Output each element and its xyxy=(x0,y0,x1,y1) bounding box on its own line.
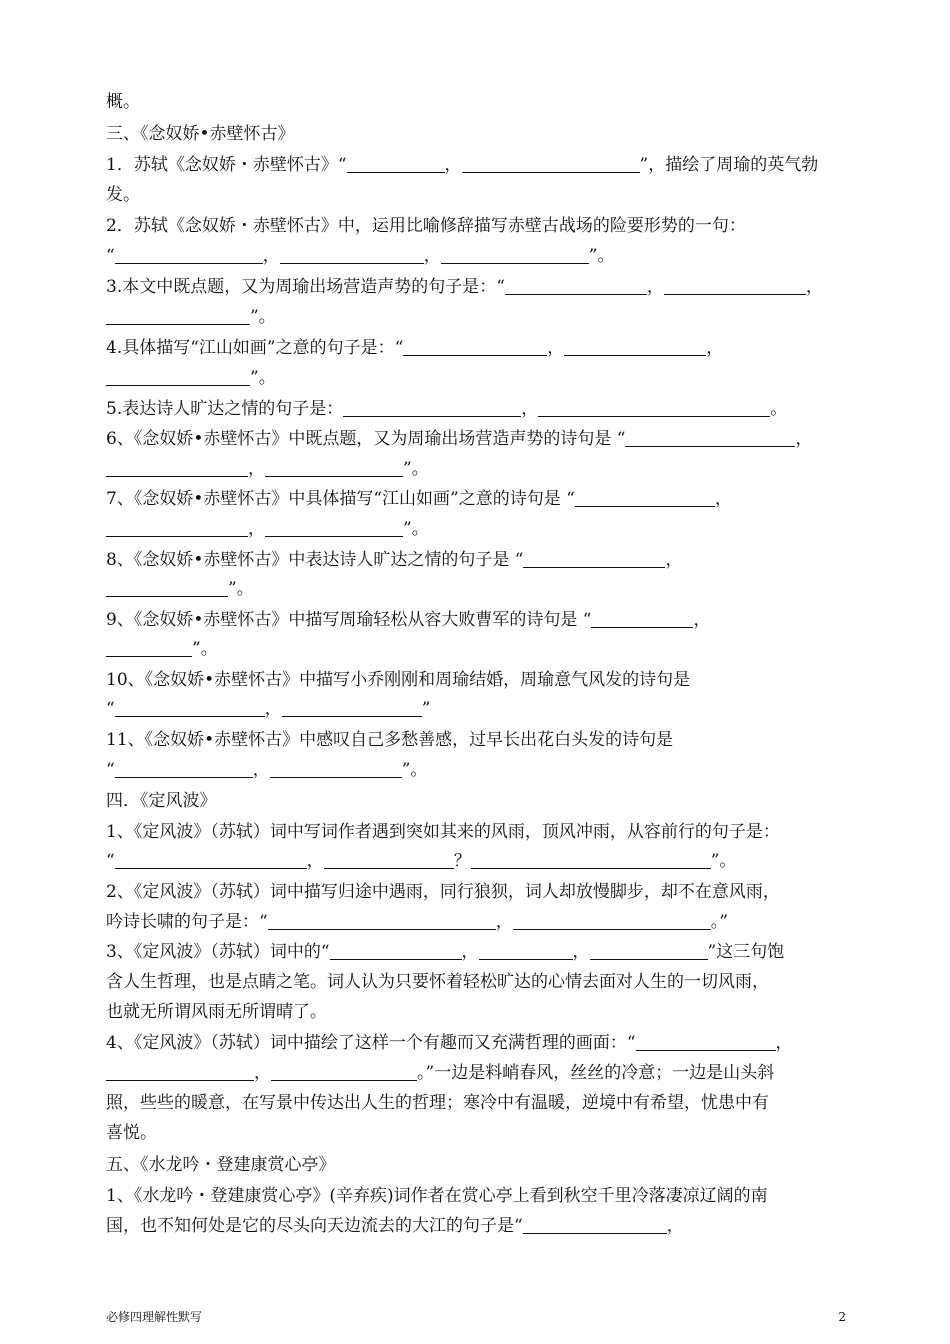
blank[interactable] xyxy=(343,399,521,417)
blank[interactable] xyxy=(271,1063,417,1081)
blank[interactable] xyxy=(513,912,711,930)
text-line: 3.本文中既点题，又为周瑜出场营造声势的句子是：“ ， ， xyxy=(106,277,823,297)
blank[interactable] xyxy=(471,851,711,869)
text-line: ， ”。 xyxy=(106,519,851,539)
blank[interactable] xyxy=(115,246,263,264)
text-line: 5.表达诗人旷达之情的句子是： ， 。 xyxy=(106,399,788,419)
blank[interactable] xyxy=(280,246,424,264)
blank[interactable] xyxy=(538,399,770,417)
text-line: “ ， ？ ”。 xyxy=(106,851,737,871)
text-line: 10、《念奴娇•赤壁怀古》中描写小乔刚刚和周瑜结婚，周瑜意气风发的诗句是 xyxy=(106,670,691,690)
blank[interactable] xyxy=(106,1063,254,1081)
blank[interactable] xyxy=(462,155,640,173)
blank[interactable] xyxy=(115,851,307,869)
text-line: 照，些些的暖意，在写景中传达出人生的哲理；寒冷中有温暖，逆境中有希望，忧患中有 xyxy=(106,1093,769,1113)
section-heading: 五、《水龙吟・登建康赏心亭》 xyxy=(106,1155,336,1175)
text-line: 1、《定风波》（苏轼）词中写词作者遇到突如其来的风雨，顶风冲雨，从容前行的句子是： xyxy=(106,822,780,842)
text-line: 6、《念奴娇•赤壁怀古》中既点题，又为周瑜出场营造声势的诗句是 “ ， xyxy=(106,429,813,449)
page-number: 2 xyxy=(838,1310,846,1324)
text-line: 7、《念奴娇•赤壁怀古》中具体描写“江山如画”之意的诗句是 “ ， xyxy=(106,489,732,509)
blank[interactable] xyxy=(106,368,250,386)
section-heading: 三、《念奴娇•赤壁怀古》 xyxy=(106,124,295,144)
text-line: 也就无所谓风雨无所谓晴了。 xyxy=(106,1002,327,1022)
text-line: ”。 xyxy=(106,579,851,599)
text-line: ”。 xyxy=(106,639,851,659)
text-line: ， ”。 xyxy=(106,459,851,479)
blank[interactable] xyxy=(106,639,192,657)
text-line: ”。 xyxy=(106,368,851,388)
blank[interactable] xyxy=(591,610,693,628)
text-line: “ ， ” xyxy=(106,699,431,719)
blank[interactable] xyxy=(523,550,665,568)
text-line: ， 。”一边是料峭春风，丝丝的冷意；一边是山头斜 xyxy=(106,1063,851,1083)
blank[interactable] xyxy=(590,942,708,960)
text-line: 概。 xyxy=(106,92,140,112)
blank[interactable] xyxy=(505,277,647,295)
text-line: 吟诗长啸的句子是：“ ， 。” xyxy=(106,912,728,932)
blank[interactable] xyxy=(265,459,403,477)
text-line: 含人生哲理，也是点睛之笔。词人认为只要怀着轻松旷达的心情去面对人生的一切风雨， xyxy=(106,972,769,992)
text-line: 8、《念奴娇•赤壁怀古》中表达诗人旷达之情的句子是 “ ， xyxy=(106,550,683,570)
text-line: 2．苏轼《念奴娇・赤壁怀古》中，运用比喻修辞描写赤壁古战场的险要形势的一句： xyxy=(106,216,746,236)
text-line: “ ， ， ”。 xyxy=(106,246,615,266)
text-line: 3、《定风波》（苏轼）词中的“ ， ， ”这三句饱 xyxy=(106,942,785,962)
blank[interactable] xyxy=(106,307,250,325)
blank[interactable] xyxy=(479,942,573,960)
section-heading: 四．《定风波》 xyxy=(106,791,217,811)
text-line: 2、《定风波》（苏轼）词中描写归途中遇雨，同行狼狈，词人却放慢脚步，却不在意风雨， xyxy=(106,882,780,902)
text-line: 11、《念奴娇•赤壁怀古》中感叹自己多愁善感，过早长出花白头发的诗句是 xyxy=(106,730,674,750)
blank[interactable] xyxy=(265,519,403,537)
blank[interactable] xyxy=(115,760,253,778)
blank[interactable] xyxy=(330,942,462,960)
blank[interactable] xyxy=(115,699,265,717)
blank[interactable] xyxy=(270,760,402,778)
blank[interactable] xyxy=(282,699,422,717)
blank[interactable] xyxy=(523,1216,667,1234)
text-line: 发。 xyxy=(106,185,140,205)
blank[interactable] xyxy=(106,579,228,597)
blank[interactable] xyxy=(575,489,715,507)
text-line: 4、《定风波》（苏轼）词中描绘了这样一个有趣而又充满哲理的画面：“ ， xyxy=(106,1033,793,1053)
text-line: 1．苏轼《念奴娇・赤壁怀古》“ ， ”，描绘了周瑜的英气勃 xyxy=(106,155,819,175)
text-line: ”。 xyxy=(106,307,851,327)
text-line: 4.具体描写“江山如画”之意的句子是：“ ， ， xyxy=(106,338,724,358)
blank[interactable] xyxy=(347,155,445,173)
text-line: 喜悦。 xyxy=(106,1123,157,1143)
blank[interactable] xyxy=(268,912,496,930)
blank[interactable] xyxy=(403,338,547,356)
text-line: 9、《念奴娇•赤壁怀古》中描写周瑜轻松从容大败曹军的诗句是 “ ， xyxy=(106,610,711,630)
blank[interactable] xyxy=(324,851,454,869)
blank[interactable] xyxy=(106,519,248,537)
blank[interactable] xyxy=(564,338,706,356)
footer-title: 必修四理解性默写 xyxy=(106,1310,203,1324)
blank[interactable] xyxy=(441,246,589,264)
blank[interactable] xyxy=(636,1033,776,1051)
text-line: “ ， ”。 xyxy=(106,760,428,780)
blank[interactable] xyxy=(664,277,806,295)
text-line: 1、《水龙吟・登建康赏心亭》(辛弃疾)词作者在赏心亭上看到秋空千里冷落凄凉辽阔的南 xyxy=(106,1186,768,1206)
text-line: 国，也不知何处是它的尽头向天边流去的大江的句子是“ ， xyxy=(106,1216,684,1236)
blank[interactable] xyxy=(106,459,248,477)
blank[interactable] xyxy=(625,429,795,447)
